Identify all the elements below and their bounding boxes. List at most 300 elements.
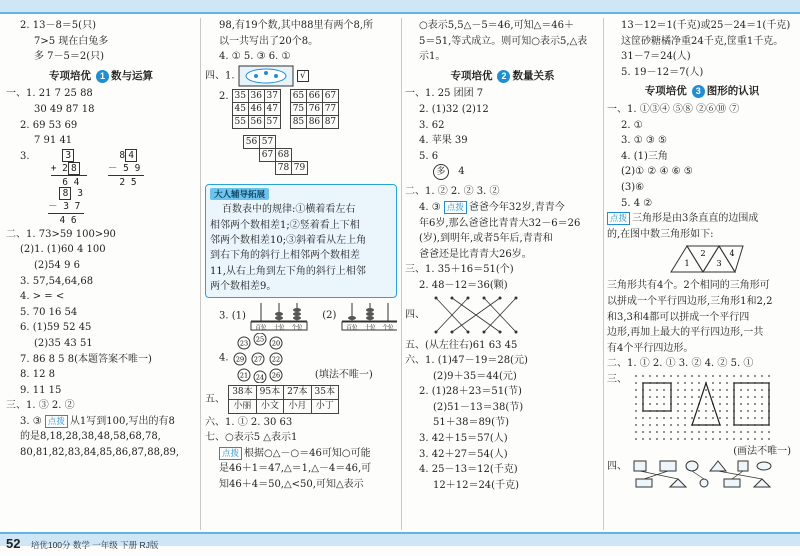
- answer-line: 4. > = <: [20, 291, 65, 303]
- grid-dot: [705, 417, 707, 419]
- answer-line: 51＋38＝89(节): [433, 417, 509, 429]
- grid-dot: [747, 389, 749, 391]
- section-heading: 专项培优 1 数与运算: [49, 69, 153, 82]
- grid-dot: [733, 375, 735, 377]
- grid-dot: [698, 382, 700, 384]
- abacus-frame-icon: [238, 65, 294, 87]
- triangle-label: 1: [684, 259, 690, 269]
- grid-cell: 57: [264, 115, 280, 128]
- triangle-label: 2: [700, 249, 706, 259]
- answer-line: 7. 86 8 5 8(本题答案不唯一): [20, 353, 152, 365]
- column-2: 98,有19个数,其中88里有两个8,所 以一共写出了20个8。 4. ① 5. ③ 6. ① 四、1. √ 2. 35 36 37 45 46 47 55 56 57 65 66 67 75 76 77 85 86 87 56 57 67 68 78 79 大人辅导拓展 百数表中的规律:①横着看左右 相邻两个数相差1;②竖着看上下相 邻两个数相差10;③斜着看从左上角 到右下角的斜行上相邻两个数相差 11,从右上角到左下角的斜行上相邻 两个数相差9。 3. (1) 百位 十位 个位 (2) 百位 十位 个位 4. 23 25 20 29 27 22 21 24 26 (填法不唯一) 五、 38本 95本 27本 35本 小丽 小文 小月 小丁 六、1. ① 2. 30 63 七、○表示5 △表示1 点拨 根据○△－○＝46可知○可能 是46＋1＝47,△＝1,△－4＝46,可 知46＋4＝50,△<50,可知△表示: [205, 18, 397, 528]
- grid-dot: [761, 403, 763, 405]
- vertical-calc: 8 4 － 5 9 2 5: [108, 149, 144, 189]
- table-row: 五、 38本 95本 27本 35本 小丽 小文 小月 小丁: [205, 385, 397, 415]
- grid-dot: [705, 438, 707, 440]
- answer-line: 年6岁,那么爸爸比青青大32－6＝26: [419, 217, 581, 229]
- answer-line: 知46＋4＝50,△<50,可知△表示: [219, 479, 364, 490]
- grid-dot: [740, 410, 742, 412]
- grid-dot: [670, 431, 672, 433]
- grid-cell: 76: [306, 102, 322, 115]
- grid-dot: [712, 382, 714, 384]
- answer-line: (3)⑥: [621, 181, 645, 193]
- grid-dot: [719, 438, 721, 440]
- answer-line: 3. 62: [419, 119, 445, 131]
- solid-shapes-matching: [630, 459, 780, 489]
- grid-dot: [656, 431, 658, 433]
- answer-line: 2. (1)32 (2)12: [419, 103, 489, 115]
- grid-dot: [691, 403, 693, 405]
- tutoring-box: 大人辅导拓展 百数表中的规律:①横着看左右 相邻两个数相差1;②竖着看上下相 邻两个数相差10;③斜着看从左上角 到右下角的斜行上相邻两个数相差 11,从右上角到左下角的斜行上相邻 两个数相差9。: [205, 184, 397, 298]
- ring-number: 26: [271, 371, 280, 380]
- answer-line: 2. 13－8＝5(只): [20, 20, 96, 31]
- grid-dot: [649, 424, 651, 426]
- answer-line: 二、1. ② 2. ② 3. ②: [405, 186, 500, 198]
- answer-line: 2. ①: [621, 119, 643, 131]
- abacus-label: 百位: [346, 324, 358, 331]
- grid-dot: [719, 410, 721, 412]
- answer-line: 5. 70 16 54: [20, 306, 78, 318]
- grid-dot: [754, 438, 756, 440]
- ring-number: 29: [235, 355, 244, 364]
- grid-cell: 87: [322, 115, 338, 128]
- grid-dot: [677, 396, 679, 398]
- grid-dot: [761, 410, 763, 412]
- grid-dot: [684, 389, 686, 391]
- grid-dot: [719, 431, 721, 433]
- grid-dot: [691, 410, 693, 412]
- grid-dot: [649, 396, 651, 398]
- answer-line: 七、○表示5 △表示1: [205, 432, 298, 444]
- dot-grid-drawing: [630, 372, 780, 442]
- grid-dot: [635, 382, 637, 384]
- page-number: 52: [6, 536, 21, 551]
- number-grid-row: [205, 135, 397, 181]
- grid-dot: [677, 438, 679, 440]
- answer-line: 三、1. 35＋16＝51(个): [405, 264, 514, 276]
- grid-dot: [698, 431, 700, 433]
- grid-dot: [705, 396, 707, 398]
- grid-dot: [663, 424, 665, 426]
- answer-line: 8. 12 8: [20, 369, 55, 381]
- answer-line: 爸爸还是比青青大26岁。: [419, 248, 532, 260]
- check-box: √: [297, 70, 309, 82]
- grid-dot: [649, 417, 651, 419]
- grid-dot: [684, 403, 686, 405]
- triangle-label: 3: [716, 259, 722, 269]
- answer-line: 二、1. ① 2. ① 3. ② 4. ② 5. ①: [607, 358, 754, 370]
- ring-number: 21: [239, 371, 248, 380]
- grid-dot: [642, 424, 644, 426]
- answer-line: 13－12＝1(千克)或25－24＝1(千克): [621, 20, 791, 31]
- grid-dot: [726, 417, 728, 419]
- grid-dot: [747, 438, 749, 440]
- number-ring-diagram: [232, 333, 312, 383]
- grid-dot: [649, 438, 651, 440]
- grid-dot: [635, 410, 637, 412]
- section-number-badge: 3: [692, 85, 705, 98]
- grid-cell: [244, 148, 260, 161]
- grid-dot: [719, 403, 721, 405]
- answer-line: 这筐砂糖橘净重24千克,筐重1千克。: [621, 35, 784, 47]
- vertical-calc-row: [6, 187, 196, 227]
- section-number-badge: 2: [497, 70, 510, 83]
- grid-dot: [740, 396, 742, 398]
- ring-number: 27: [253, 355, 262, 364]
- grid-dot: [684, 410, 686, 412]
- solid-shapes-row: 四、: [607, 459, 797, 491]
- grid-dot: [705, 410, 707, 412]
- grid-dot: [684, 424, 686, 426]
- page-footer: [6, 534, 158, 555]
- grid-dot: [726, 382, 728, 384]
- grid-cell: 37: [264, 89, 280, 102]
- grid-dot: [726, 403, 728, 405]
- answer-line: 三角形共有4个。2个相同的三角形可: [607, 280, 770, 292]
- part-label: 一、: [6, 88, 26, 100]
- grid-dot: [747, 396, 749, 398]
- grid-dot: [635, 396, 637, 398]
- answer-line: (2)9＋35＝44(元): [433, 370, 517, 382]
- grid-cell: [244, 161, 260, 174]
- vertical-calc: 8 3 － 3 7 4 6: [48, 187, 83, 226]
- triangle-figure-row: [607, 242, 797, 278]
- grid-dot: [719, 382, 721, 384]
- grid-dot: [691, 438, 693, 440]
- grid-dot: [768, 375, 770, 377]
- grid-dot: [712, 389, 714, 391]
- grid-cell: 56: [244, 135, 260, 148]
- grid-dot: [754, 396, 756, 398]
- triangle-label: 4: [729, 249, 735, 259]
- matching-row: 四、: [405, 294, 600, 338]
- number-grid-row: 2. 35 36 37 45 46 47 55 56 57 65 66 67 75 76 77 85 86 87: [205, 89, 397, 135]
- answer-line: 有4个平行四边形。: [607, 342, 694, 354]
- answer-line: 7>5 现在白兔多: [34, 35, 109, 47]
- grid-dot: [761, 396, 763, 398]
- grid-dot: [726, 389, 728, 391]
- answer-line: 31－7＝24(人): [621, 51, 691, 63]
- answer-line: 多 4: [405, 164, 600, 184]
- grid-dot: [642, 375, 644, 377]
- answer-line: 和3,3和4都可以拼成一个平行四: [607, 311, 750, 323]
- grid-dot: [747, 431, 749, 433]
- grid-dot: [698, 438, 700, 440]
- grid-dot: [663, 389, 665, 391]
- answer-line: 5. 4 ②: [621, 197, 653, 209]
- grid-dot: [761, 431, 763, 433]
- grid-dot: [670, 375, 672, 377]
- dot-grid-row: 三、: [607, 372, 797, 444]
- grid-dot: [691, 417, 693, 419]
- answer-line: 的,在图中数三角形如下:: [607, 228, 714, 240]
- answer-line: 3. 42＋15＝57(人): [419, 433, 508, 445]
- grid-dot: [649, 375, 651, 377]
- number-grid-a: [232, 89, 281, 129]
- grid-dot: [698, 389, 700, 391]
- triangle-figure: [667, 242, 747, 276]
- grid-cell: 小丽: [229, 399, 256, 413]
- grid-dot: [719, 396, 721, 398]
- grid-dot: [712, 417, 714, 419]
- grid-dot: [656, 438, 658, 440]
- grid-cell: 38本: [229, 385, 256, 399]
- grid-dot: [740, 417, 742, 419]
- grid-cell: 65: [290, 89, 306, 102]
- grid-dot: [635, 438, 637, 440]
- grid-dot: [726, 431, 728, 433]
- answer-line: ○表示5,5△－5＝46,可知△＝46＋: [419, 20, 574, 31]
- answer-table: [228, 385, 339, 414]
- grid-dot: [635, 424, 637, 426]
- grid-cell: 小丁: [311, 399, 338, 413]
- answer-line: 98,有19个数,其中88里有两个8,所: [219, 20, 374, 31]
- grid-dot: [754, 403, 756, 405]
- tip-badge: 点拨: [444, 201, 467, 214]
- answer-line: 7 91 41: [34, 135, 73, 147]
- answer-line: 2. 48－12＝36(颗): [419, 279, 508, 291]
- tip-badge: 点拨: [607, 212, 630, 225]
- grid-dot: [649, 389, 651, 391]
- tutoring-box-title: 大人辅导拓展: [210, 188, 269, 200]
- abacus-icon: [340, 301, 397, 331]
- grid-dot: [698, 375, 700, 377]
- section-heading: 专项培优 2 数量关系: [450, 69, 555, 82]
- ring-number: 20: [271, 339, 280, 348]
- grid-cell: 77: [322, 102, 338, 115]
- ring-number: 25: [255, 335, 264, 344]
- grid-dot: [726, 410, 728, 412]
- grid-dot: [642, 438, 644, 440]
- vertical-calc: 3 + 2 8 6 4: [51, 149, 87, 189]
- grid-cell: [260, 161, 276, 174]
- answer-line: 一、1. ①③④ ⑤⑧ ②⑥⑩ ⑦: [607, 103, 740, 115]
- grid-dot: [754, 410, 756, 412]
- grid-cell: 35: [232, 89, 248, 102]
- grid-dot: [726, 438, 728, 440]
- grid-dot: [635, 403, 637, 405]
- grid-dot: [740, 438, 742, 440]
- vertical-calc-row: 3. 3 + 2 8 6 4 8 4 － 5 9 2 5: [6, 149, 196, 187]
- grid-dot: [635, 431, 637, 433]
- column-divider: [200, 18, 201, 530]
- grid-dot: [656, 417, 658, 419]
- grid-cell: 小月: [284, 399, 311, 413]
- column-1: 2. 13－8＝5(只) 7>5 现在白兔多 多 7－5＝2(只) 专项培优 1 数与运算 一、1. 21 7 25 88 30 49 87 18 2. 69 53 69 7 91 41 3. 3 + 2 8 6 4 8 4 － 5 9 2 5 8 3 － 3 7 4 6 二、1. 73>59 100>90 (2)1. (1)60 4 100 (2)54 9 6 3. 57,54,64,68 4. > = < 5. 70 16 54 6. (1)59 52 45 (2)35 43 51 7. 86 8 5 8(本题答案不唯一) 8. 12 8 9. 11 15 三、1. ③ 2. ② 3. ③ 点拨 从1写到100,写出的有8 的是8,18,28,38,48,58,68,78, 80,81,82,83,84,85,86,87,88,89,: [6, 18, 196, 528]
- grid-cell: 35本: [311, 385, 338, 399]
- answer-line: 5＝51,等式成立。则可知○表示5,△表: [419, 35, 588, 47]
- answer-line: 六、1. (1)47－19＝28(元): [405, 355, 528, 367]
- answer-line: 二、1. 73>59 100>90: [6, 228, 116, 240]
- answer-line: 9. 11 15: [20, 384, 62, 396]
- answer-line: (岁),到明年,或者5年后,青青和: [419, 233, 553, 245]
- grid-dot: [677, 431, 679, 433]
- answer-line: 示1。: [419, 51, 446, 63]
- grid-dot: [684, 417, 686, 419]
- ring-number: 23: [239, 339, 248, 348]
- grid-dot: [719, 375, 721, 377]
- answer-line: 3. 42＋27＝54(人): [419, 448, 508, 460]
- grid-dot: [712, 410, 714, 412]
- grid-dot: [705, 431, 707, 433]
- ring-number: 22: [271, 355, 280, 364]
- grid-dot: [656, 375, 658, 377]
- grid-dot: [656, 389, 658, 391]
- grid-dot: [691, 396, 693, 398]
- grid-dot: [670, 417, 672, 419]
- answer-line: 5. 6: [419, 150, 439, 162]
- grid-dot: [747, 403, 749, 405]
- answer-line: 是46＋1＝47,△＝1,△－4＝46,可: [219, 463, 372, 475]
- grid-dot: [712, 438, 714, 440]
- answer-line: 边形,再加上最大的平行四边形,一共: [607, 327, 764, 339]
- grid-cell: 85: [290, 115, 306, 128]
- grid-dot: [677, 424, 679, 426]
- column-4: 13－12＝1(千克)或25－24＝1(千克) 这筐砂糖橘净重24千克,筐重1千克。 31－7＝24(人) 5. 19－12＝7(人) 专项培优 3 图形的认识 一、1. ①③④ ⑤⑧ ②⑥⑩ ⑦ 2. ① 3. ① ③ ⑤ 4. (1)三角 (2)① ② ④ ⑥ ⑤ (3)⑥ 5. 4 ② 点拨 三角形是由3条直直的边围成 的,在图中数三角形如下: 1 2 3 4 三角形共有4个。2个相同的三角形可 以拼成一个平行四边形,三角形1和2,2 和3,3和4都可以拼成一个平行四 边形,再加上最大的平行四边形,一共 有4个平行四边形。 二、1. ① 2. ① 3. ② 4. ② 5. ① 三、 (画法不唯一) 四、: [607, 18, 797, 528]
- answer-line: (2)35 43 51: [34, 337, 93, 349]
- grid-dot: [677, 389, 679, 391]
- answer-line: 以一共写出了20个8。: [219, 35, 319, 47]
- grid-dot: [726, 424, 728, 426]
- abacus-label: 个位: [291, 324, 303, 331]
- tip-badge: 点拨: [219, 447, 242, 460]
- grid-cell: 47: [264, 102, 280, 115]
- grid-dot: [740, 403, 742, 405]
- grid-cell: 78: [276, 161, 292, 174]
- grid-dot: [712, 396, 714, 398]
- grid-cell: 57: [260, 135, 276, 148]
- grid-dot: [684, 375, 686, 377]
- grid-cell: 小文: [256, 399, 283, 413]
- grid-cell: 75: [290, 102, 306, 115]
- grid-dot: [768, 438, 770, 440]
- grid-dot: [649, 403, 651, 405]
- grid-cell: 79: [292, 161, 308, 174]
- grid-cell: 45: [232, 102, 248, 115]
- grid-dot: [656, 396, 658, 398]
- answer-line: 的是8,18,28,38,48,58,68,78,: [20, 431, 161, 443]
- grid-dot: [663, 417, 665, 419]
- column-divider: [603, 18, 604, 530]
- abacus-label: 百位: [255, 324, 267, 331]
- grid-dot: [754, 431, 756, 433]
- grid-dot: [642, 417, 644, 419]
- grid-dot: [747, 417, 749, 419]
- grid-dot: [684, 396, 686, 398]
- grid-dot: [740, 375, 742, 377]
- grid-dot: [740, 431, 742, 433]
- footer-text: 培优100分 数学 一年级 下册 RJ版: [30, 540, 159, 550]
- abacus-label: 个位: [382, 324, 394, 331]
- grid-dot: [663, 403, 665, 405]
- grid-dot: [705, 389, 707, 391]
- answer-line: (2)54 9 6: [34, 259, 80, 271]
- grid-dot: [677, 382, 679, 384]
- answer-line: 三、1. ③ 2. ②: [6, 400, 75, 412]
- column-3: ○表示5,5△－5＝46,可知△＝46＋ 5＝51,等式成立。则可知○表示5,△表 示1。 专项培优 2 数量关系 一、1. 25 团团 7 2. (1)32 (2)12 3. 62 4. 苹果 39 5. 6 多 4 二、1. ② 2. ② 3. ② 4. ③ 点拨 爸爸今年32岁,青青今 年6岁,那么爸爸比青青大32－6＝26 (岁),到明年,或者5年后,青青和 爸爸还是比青青大26岁。 三、1. 35＋16＝51(个) 2. 48－12＝36(颗) 四、 五、(从左往右)61 63 45 六、1. (1)47－19＝28(元) (2)9＋35＝44(元) 2. (1)28＋23＝51(节) (2)51－13＝38(节) 51＋38＝89(节) 3. 42＋15＝57(人) 3. 42＋27＝54(人) 4. 25－13＝12(千克) 12＋12＝24(千克): [405, 18, 600, 528]
- number-grid-b: [290, 89, 339, 129]
- column-divider: [401, 18, 402, 530]
- grid-dot: [705, 375, 707, 377]
- tip-badge: 点拨: [45, 415, 68, 428]
- grid-cell: 67: [322, 89, 338, 102]
- grid-dot: [761, 438, 763, 440]
- grid-cell: 95本: [256, 385, 283, 399]
- answer-line: 五、(从左往右)61 63 45: [405, 339, 518, 351]
- grid-cell: 46: [248, 102, 264, 115]
- answer-line: 80,81,82,83,84,85,86,87,88,89,: [20, 447, 180, 459]
- grid-cell: 67: [260, 148, 276, 161]
- answer-line: (2)① ② ④ ⑥ ⑤: [621, 166, 693, 178]
- grid-dot: [712, 375, 714, 377]
- grid-dot: [698, 396, 700, 398]
- grid-dot: [684, 438, 686, 440]
- grid-dot: [642, 431, 644, 433]
- grid-dot: [726, 396, 728, 398]
- answer-line: 以拼成一个平行四边形,三角形1和2,2: [607, 295, 773, 307]
- grid-dot: [635, 389, 637, 391]
- answer-line: 2. (1)28＋23＝51(节): [419, 386, 522, 398]
- grid-dot: [761, 417, 763, 419]
- answer-line: 六、1. ① 2. 30 63: [205, 416, 293, 428]
- ring-diagram-row: 4. 23 25 20 29 27 22 21 24 26 (填法不唯一): [205, 333, 397, 385]
- answer-line: 3. 57,54,64,68: [20, 275, 94, 287]
- answer-line: 30 49 87 18: [34, 103, 95, 115]
- grid-dot: [747, 375, 749, 377]
- top-border: [0, 0, 800, 14]
- grid-dot: [677, 403, 679, 405]
- answer-line: 6. (1)59 52 45: [20, 322, 92, 334]
- grid-dot: [663, 396, 665, 398]
- grid-dot: [649, 431, 651, 433]
- grid-dot: [663, 375, 665, 377]
- grid-dot: [670, 438, 672, 440]
- grid-dot: [761, 389, 763, 391]
- grid-dot: [698, 410, 700, 412]
- grid-dot: [635, 375, 637, 377]
- section-number-badge: 1: [96, 70, 109, 83]
- abacus-row: 3. (1) 百位 十位 个位 (2) 百位 十位 个位: [205, 301, 397, 333]
- answer-row: 四、1. √: [205, 65, 397, 89]
- grid-dot: [712, 431, 714, 433]
- grid-dot: [726, 375, 728, 377]
- grid-dot: [656, 403, 658, 405]
- grid-dot: [761, 375, 763, 377]
- grid-dot: [747, 410, 749, 412]
- answer-line: 4. 苹果 39: [419, 135, 468, 147]
- answer-line: (画法不唯一): [733, 445, 791, 457]
- grid-dot: [691, 431, 693, 433]
- grid-dot: [663, 438, 665, 440]
- grid-dot: [768, 431, 770, 433]
- answer-line: 一、1. 25 团团 7: [405, 88, 484, 100]
- grid-cell: 86: [306, 115, 322, 128]
- grid-dot: [677, 417, 679, 419]
- grid-dot: [754, 417, 756, 419]
- matching-lines-diagram: [428, 294, 528, 336]
- answer-line: 4. (1)三角: [621, 150, 668, 162]
- answer-line: 2. 69 53 69: [20, 119, 78, 131]
- abacus-label: 十位: [364, 324, 376, 331]
- grid-dot: [656, 424, 658, 426]
- grid-dot: [733, 438, 735, 440]
- grid-dot: [733, 431, 735, 433]
- grid-dot: [691, 375, 693, 377]
- grid-dot: [754, 375, 756, 377]
- grid-dot: [670, 424, 672, 426]
- abacus-label: 十位: [273, 324, 285, 331]
- grid-cell: 55: [232, 115, 248, 128]
